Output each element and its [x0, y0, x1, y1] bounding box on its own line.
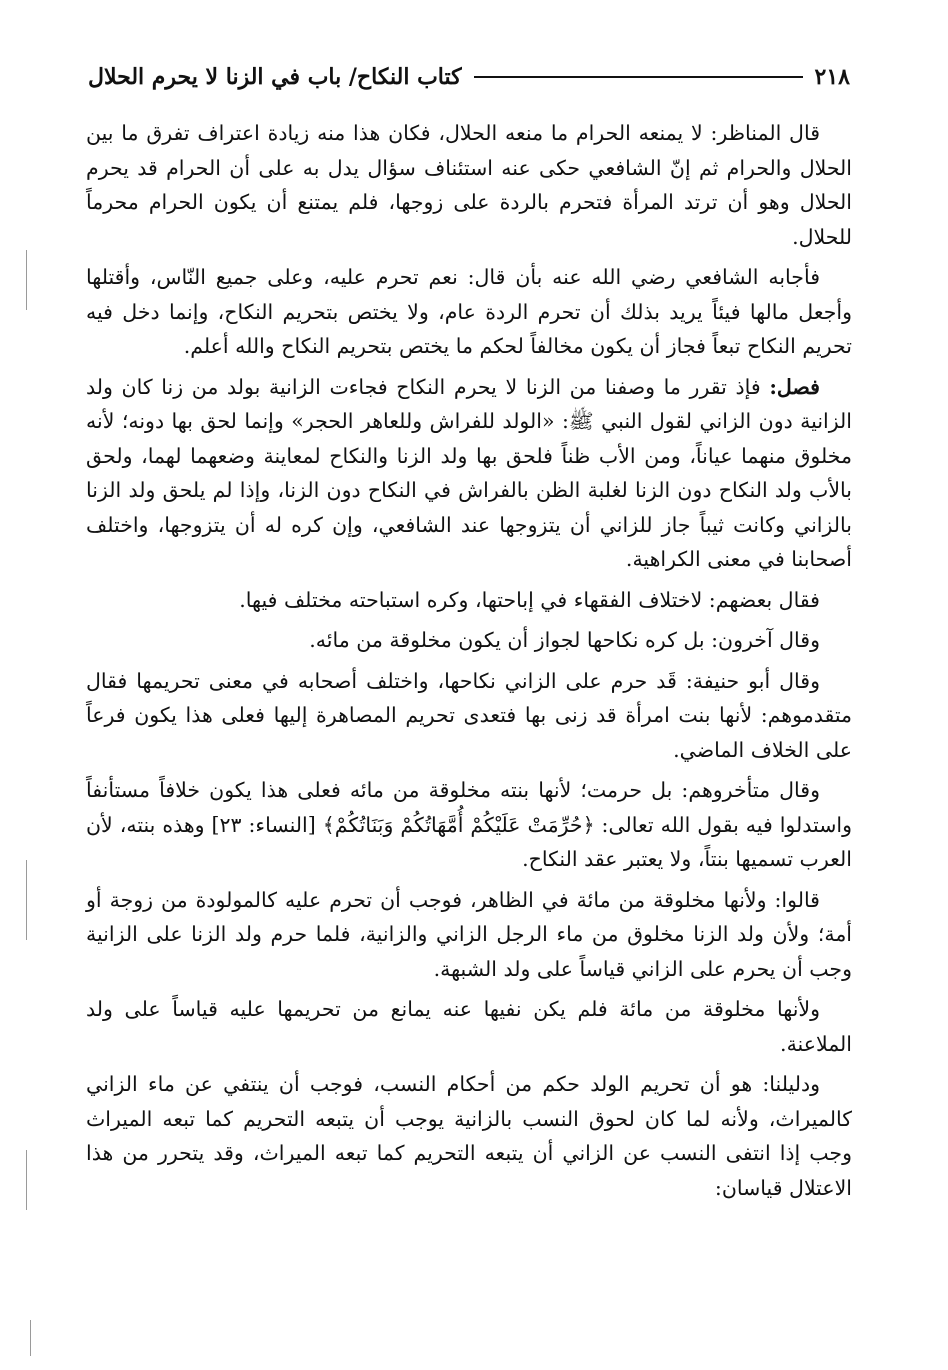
paragraph-text: وقال آخرون: بل كره نكاحها لجواز أن يكون مخلوقة من مائه. [309, 628, 820, 652]
paragraph [86, 773, 852, 877]
paragraph-text: وقال أبو حنيفة: قَد حرم على الزاني نكاحها، واختلف أصحابه في معنى تحريمها فقال متقدموهم: لأنها بنت امرأة قد زنى بها فتعدى تحريم المصاهرة إليها فعلى هذا يكون فرعاً على الخلاف الماضي. [86, 668, 852, 762]
paragraph [86, 370, 852, 577]
paragraph-text: فأجابه الشافعي رضي الله عنه بأن قال: نعم تحرم عليه، وعلى جميع النّاس، وأقتلها وأجعل مالها فيئاً يريد بذلك أن تحرم الردة عام، ولا يختص بتحريم النكاح، وإنما دخل فيه تحريم النكاح تبعاً فجاز أن يكون مخالفاً لحكم ما يختص بتحريم النكاح والله أعلم. [86, 265, 852, 358]
paragraph-text: قال المناظر: لا يمنعه الحرام ما منعه الحلال، فكان هذا منه زيادة اعتراف تفرق ما بين الحلال والحرام ثم إنّ الشافعي حكى عنه استئناف سؤال يدل به على أن الحرام قد يحرم الحلال وهو أن ترتد المرأة فتحرم بالردة على زوجها، فلم يمتنع أن يكون الحرام محرماً للحلال. [86, 121, 852, 249]
running-header [88, 62, 850, 92]
paragraph [86, 116, 852, 254]
indented-paragraph [86, 623, 852, 658]
paragraph-text: وقال متأخروهم: بل حرمت؛ لأنها بنته مخلوقة من مائه فعلى هذا يكون خلافاً مستأنفاً واستدلوا فيه بقول الله تعالى: ﴿حُرِّمَتْ عَلَيْكُمْ أُمَّهَاتُكُمْ وَبَنَاتُكُمْ﴾ [النساء: ٢٣] وهذه بنته، لأن العرب تسميها بنتاً، ولا يعتبر عقد النكاح. [86, 778, 852, 871]
paragraph-text: فقال بعضهم: لاختلاف الفقهاء في إباحتها، وكره استباحته مختلف فيها. [239, 587, 820, 612]
page-body [86, 116, 852, 1211]
paragraph [86, 260, 852, 364]
paragraph [86, 664, 852, 768]
header-rule [474, 76, 803, 78]
scan-edge-mark [26, 1150, 27, 1210]
paragraph-text: ودليلنا: هو أن تحريم الولد حكم من أحكام النسب، فوجب أن ينتفي عن ماء الزاني كالميراث، ولأنه لما كان لحوق النسب بالزانية يوجب أن يتبعه التحريم كما تبعه الميراث وجب إذا انتفى النسب عن الزاني أن يتبعه التحريم كما تبعه الميراث، وقد يتحرر من هذا الاعتلال قياسان: [86, 1072, 852, 1200]
scan-edge-mark [26, 860, 27, 940]
paragraph-text: فإذ تقرر ما وصفنا من الزنا لا يحرم النكاح فجاءت الزانية بولد من زنا كان ولد الزانية دون الزاني لقول النبي ﷺ: «الولد للفراش وللعاهر الحجر» وإنما لحق بها دونه؛ لأنه مخلوق منهما عياناً، ومن الأب ظناً فلحق بها ولد الزنا والنكاح لمعاينة وضعهما لهما، ولحق بالأب ولد النكاح دون الزنا لغلبة الظن بالفراش في النكاح دون الزنا، وإذا لم يلحق ولد الزنا بالزاني وكانت ثيباً جاز للزاني أن يتزوجها عند الشافعي، وإن كره له أن يتزوجها، واختلف أصحابنا في معنى الكراهية. [86, 374, 852, 571]
paragraph [86, 1067, 852, 1205]
paragraph [86, 883, 852, 987]
section-lead: فصل: [769, 374, 820, 399]
page-number: ٢١٨ [814, 64, 850, 90]
scan-edge-mark [30, 1320, 31, 1356]
running-title: كتاب النكاح/ باب في الزنا لا يحرم الحلال [88, 64, 462, 90]
scan-edge-mark [26, 250, 27, 310]
paragraph-text: ولأنها مخلوقة من مائة فلم يكن نفيها عنه يمانع من تحريمها عليه قياساً على ولد الملاعنة. [86, 997, 852, 1056]
indented-paragraph [86, 583, 852, 618]
paragraph-text: قالوا: ولأنها مخلوقة من مائة في الظاهر، فوجب أن تحرم عليه كالمولودة من زوجة أو أمة؛ ولأن ولد الزنا مخلوق من ماء الرجل الزاني والزانية، فلما حرم ولد الزنا على الزانية وجب أن يحرم على الزاني قياساً على ولد الشبهة. [86, 887, 852, 981]
paragraph [86, 992, 852, 1061]
